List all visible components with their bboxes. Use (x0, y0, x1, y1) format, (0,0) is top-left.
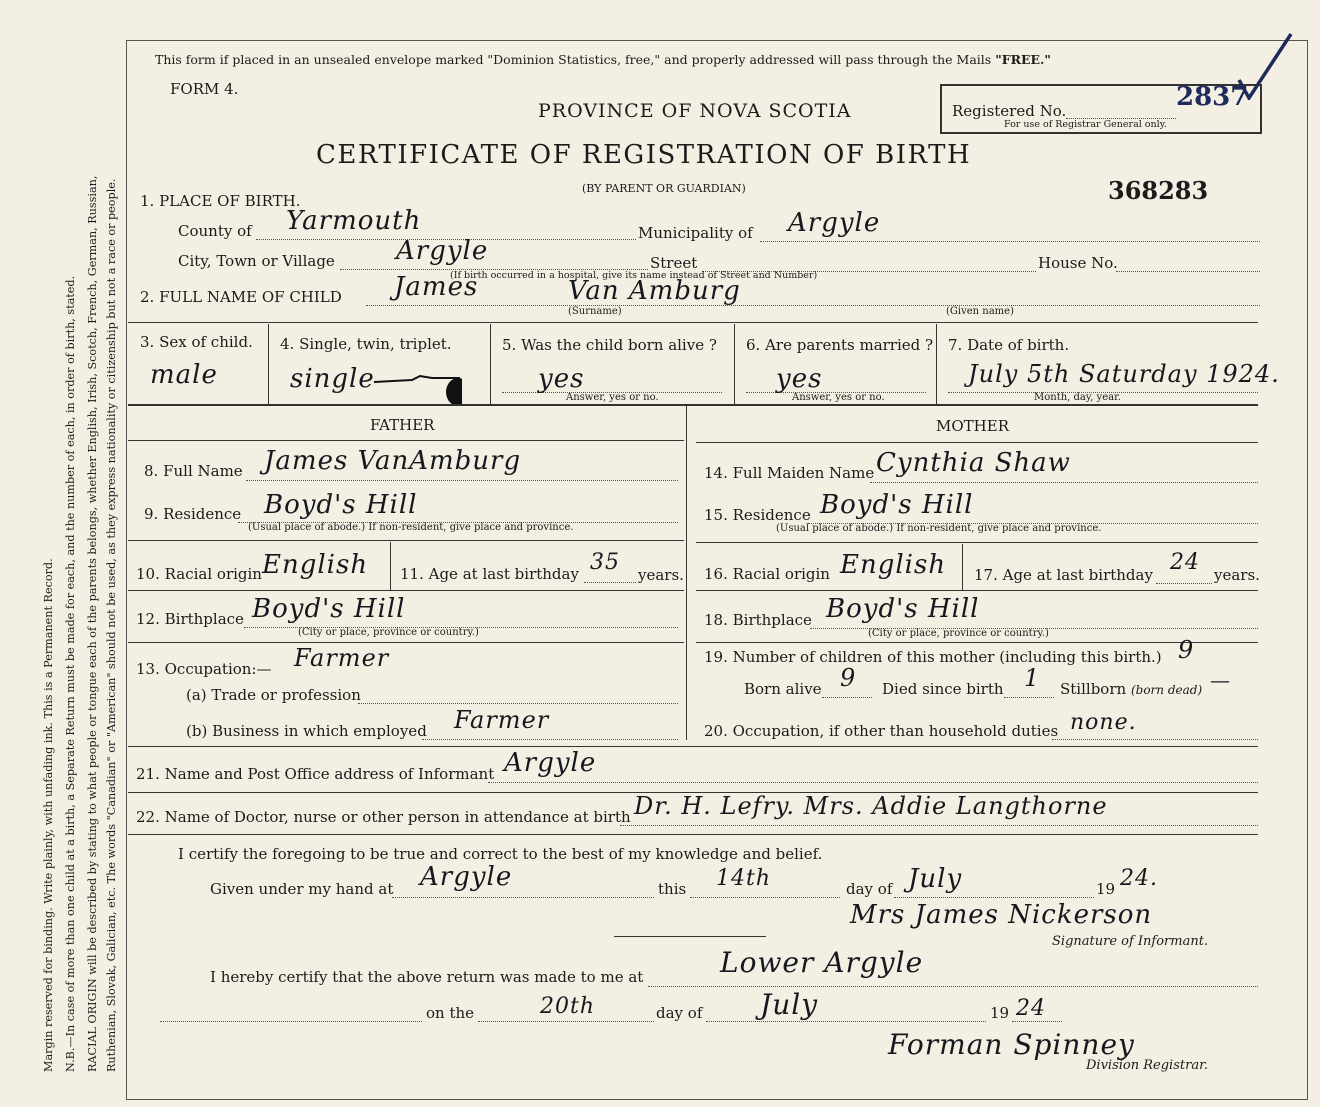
margin-note-multiple-births: N.B.—In case of more than one child at a birth, a Separate Return must be made for each, and the number of each, in order of birth, stated. (64, 275, 77, 1072)
informant-signature-label: Signature of Informant. (1052, 934, 1209, 949)
registrar-general-note: For use of Registrar General only. (1004, 119, 1167, 130)
father-business-value: Farmer (454, 706, 550, 734)
mother-years-label: years. (1214, 566, 1260, 584)
answer-note-2: Answer, yes or no. (792, 392, 885, 403)
mail-notice: This form if placed in an unsealed envelope marked "Dominion Statistics, free," and properly addressed will pass through the Mails "FREE." (155, 52, 1051, 67)
informant-value: Argyle (504, 748, 597, 778)
free-label: "FREE." (995, 52, 1051, 67)
father-race-value: English (262, 550, 369, 580)
born-alive-count-value: 9 (840, 664, 857, 692)
certificate-subtitle: (BY PARENT OR GUARDIAN) (582, 182, 746, 195)
mother-name-value: Cynthia Shaw (876, 448, 1071, 478)
answer-note-1: Answer, yes or no. (566, 392, 659, 403)
attendant-value: Dr. H. Lefry. Mrs. Addie Langthorne (634, 792, 1108, 820)
stillborn-value: — (1210, 668, 1231, 692)
registrar-place-value: Lower Argyle (720, 946, 924, 979)
born-alive-count-label: Born alive (744, 680, 822, 698)
given-at-label: Given under my hand at (210, 880, 394, 898)
born-alive-value: yes (538, 364, 585, 394)
province-heading: PROVINCE OF NOVA SCOTIA (538, 100, 852, 122)
plurality-value: single (290, 364, 375, 394)
dob-note: Month, day, year. (1034, 392, 1121, 403)
this-label: this (658, 880, 687, 898)
city-label: City, Town or Village (178, 252, 335, 270)
father-residence-note: (Usual place of abode.) If non-resident, give place and province. (248, 522, 574, 533)
father-name-label: 8. Full Name (144, 462, 243, 480)
father-race-label: 10. Racial origin (136, 565, 262, 583)
registrar-day-of-label: day of (656, 1004, 703, 1022)
children-count-label: 19. Number of children of this mother (including this birth.) (704, 648, 1162, 666)
died-since-birth-label: Died since birth (882, 680, 1004, 698)
certify-month-value: July (908, 864, 963, 894)
mother-heading: MOTHER (936, 417, 1009, 435)
registrar-title: Division Registrar. (1086, 1058, 1208, 1073)
mother-race-label: 16. Racial origin (704, 565, 830, 583)
child-name-label: 2. FULL NAME OF CHILD (140, 288, 342, 306)
certify-year-prefix: 19 (1096, 880, 1116, 898)
dob-label: 7. Date of birth. (948, 336, 1070, 354)
married-label: 6. Are parents married ? (746, 336, 934, 354)
born-alive-label: 5. Was the child born alive ? (502, 336, 717, 354)
father-birthplace-label: 12. Birthplace (136, 610, 244, 628)
municipality-value: Argyle (788, 208, 881, 238)
father-birthplace-note: (City or place, province or country.) (298, 627, 479, 638)
house-number-label: House No. (1038, 254, 1118, 272)
father-birthplace-value: Boyd's Hill (252, 594, 406, 624)
mother-residence-value: Boyd's Hill (820, 490, 974, 520)
county-value: Yarmouth (286, 206, 422, 236)
dob-value: July 5th Saturday 1924. (968, 360, 1280, 388)
hospital-note: (If birth occurred in a hospital, give its name instead of Street and Number) (450, 270, 818, 281)
margin-note-racial-origin-cont: Ruthenian, Slovak, Galician, etc. The words "Canadian" or "American" should not be used, as they express nationality or citizenship but not a race or people. (105, 178, 118, 1072)
father-age-value: 35 (590, 550, 620, 575)
stillborn-label: Stillborn (born dead) (1060, 680, 1203, 698)
children-count-value: 9 (1178, 636, 1195, 664)
county-label: County of (178, 222, 252, 240)
given-name-note: (Given name) (946, 306, 1014, 317)
father-age-label: 11. Age at last birthday (400, 565, 579, 583)
father-residence-label: 9. Residence (144, 505, 242, 523)
registered-number-value: 2837 (1176, 82, 1249, 112)
mother-age-label: 17. Age at last birthday (974, 566, 1153, 584)
father-occupation-label: 13. Occupation:— (136, 660, 272, 678)
city-value: Argyle (396, 236, 489, 266)
father-residence-value: Boyd's Hill (264, 490, 418, 520)
surname-note: (Surname) (568, 306, 622, 317)
serial-number: 368283 (1108, 176, 1209, 205)
margin-note-racial-origin: RACIAL ORIGIN will be described by stating to what people or tongue each of the parents belongs, whether English, Irish, Scotch, French, German, Russian, (86, 175, 99, 1072)
trade-label: (a) Trade or profession (186, 686, 361, 704)
married-value: yes (776, 364, 823, 394)
registrar-month-value: July (760, 988, 819, 1021)
child-surname: Van Amburg (568, 276, 741, 306)
municipality-label: Municipality of (638, 224, 753, 242)
street-label: Street (650, 254, 698, 272)
registrar-year-value: 24 (1016, 996, 1046, 1021)
mother-name-label: 14. Full Maiden Name (704, 464, 875, 482)
mother-birthplace-label: 18. Birthplace (704, 611, 812, 629)
given-at-value: Argyle (420, 862, 513, 892)
informant-label: 21. Name and Post Office address of Informant (136, 765, 495, 783)
registrar-year-prefix: 19 (990, 1004, 1010, 1022)
registrar-signature: Forman Spinney (888, 1028, 1135, 1061)
margin-note-binding: Margin reserved for binding. Write plainly, with unfading ink. This is a Permanent Record. (42, 558, 55, 1072)
father-occupation-value: Farmer (294, 644, 390, 672)
father-heading: FATHER (370, 416, 435, 434)
mother-race-value: English (840, 550, 947, 580)
informant-signature: Mrs James Nickerson (850, 900, 1153, 930)
plurality-label: 4. Single, twin, triplet. (280, 335, 452, 353)
certify-year-value: 24. (1120, 866, 1158, 891)
sex-label: 3. Sex of child. (140, 333, 253, 351)
certify-day-value: 14th (716, 866, 772, 891)
father-name-value: James VanAmburg (264, 446, 522, 476)
mother-residence-note: (Usual place of abode.) If non-resident, give place and province. (776, 523, 1102, 534)
place-of-birth-label: 1. PLACE OF BIRTH. (140, 192, 301, 210)
certification-text: I certify the foregoing to be true and correct to the best of my knowledge and belief. (178, 845, 823, 863)
certificate-title: CERTIFICATE OF REGISTRATION OF BIRTH (316, 140, 972, 170)
mother-age-value: 24 (1170, 550, 1200, 575)
sex-value: male (150, 360, 218, 390)
check-mark-icon (1235, 30, 1295, 100)
child-given-name: James (394, 272, 479, 302)
mother-birthplace-value: Boyd's Hill (826, 594, 980, 624)
mother-birthplace-note: (City or place, province or country.) (868, 628, 1049, 639)
registrar-day-value: 20th (540, 994, 596, 1019)
father-years-label: years. (638, 566, 684, 584)
registrar-text: I hereby certify that the above return was made to me at (210, 968, 644, 986)
registrar-on-label: on the (426, 1004, 475, 1022)
mother-occupation-label: 20. Occupation, if other than household duties (704, 722, 1059, 740)
certify-day-of-label: day of (846, 880, 893, 898)
died-since-birth-value: 1 (1024, 664, 1041, 692)
registered-number-box (940, 84, 1262, 134)
mother-occupation-value: none. (1070, 710, 1137, 735)
registered-number-label: Registered No. (952, 102, 1067, 120)
mother-residence-label: 15. Residence (704, 506, 811, 524)
attendant-label: 22. Name of Doctor, nurse or other person in attendance at birth (136, 808, 631, 826)
form-number: FORM 4. (170, 80, 239, 98)
business-label: (b) Business in which employed (186, 722, 427, 740)
